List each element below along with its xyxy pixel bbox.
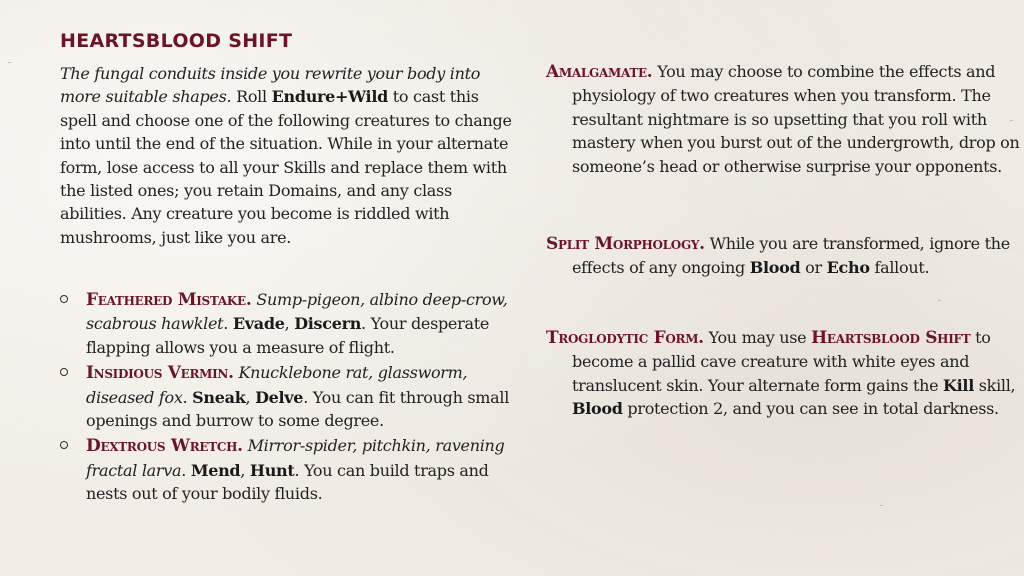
fallout-type: Blood xyxy=(749,258,801,278)
paper-speck xyxy=(8,62,11,63)
creature-list xyxy=(60,288,520,508)
creature-skill: Discern xyxy=(294,314,362,334)
creature-skill: Sneak xyxy=(192,387,246,407)
list-item: Dextrous Wretch. Mirror-spider, pitchkin, ravening fractal larva. Mend, Hunt. You can build traps and nests out of your bodily fluids. xyxy=(60,434,520,505)
spell-intro xyxy=(60,62,520,249)
option-text: fallout. xyxy=(869,258,930,278)
option-name: Amalgamate. xyxy=(546,62,653,82)
option-text: skill, xyxy=(973,375,1016,395)
creature-name: Insidious Vermin. xyxy=(86,363,234,384)
protection-type: Blood xyxy=(572,399,623,419)
creature-skill: Evade xyxy=(232,314,285,334)
option-text: While you are transformed, ignore the effects of any ongoing xyxy=(572,234,1010,278)
option-amalgamate xyxy=(546,60,1024,178)
creature-skill: Delve xyxy=(255,387,304,407)
creature-skill: Hunt xyxy=(249,460,295,480)
option-text: or xyxy=(800,258,827,278)
option-text: You may use xyxy=(708,328,812,347)
option-troglodytic-form xyxy=(546,326,1024,421)
list-item: Insidious Vermin. Knucklebone rat, glassworm, diseased fox. Sneak, Delve. You can fit through small openings and burrow to some degree. xyxy=(60,361,520,432)
option-name: Split Morphology. xyxy=(546,234,705,254)
creature-skill: Mend xyxy=(190,460,241,480)
option-text: protection 2, and you can see in total darkness. xyxy=(622,399,999,419)
intro-text: to cast this spell and choose one of the following creatures to change into until the end of the situation. While in your alternate form, lose access to all your Skills and replace them with the listed ones; you retain Domains, and any class abilities. Any creature you become is riddled with mushrooms, just like you are. xyxy=(60,87,512,247)
roll-stat: Endure+Wild xyxy=(271,87,388,107)
option-text: to become a pallid cave creature with white eyes and translucent skin. Your alternate form gains the xyxy=(572,328,991,395)
creature-desc: You can fit through small openings and burrow to some degree. xyxy=(86,387,510,431)
creature-examples: Mirror-spider, pitchkin, ravening fractal larva xyxy=(86,436,505,480)
bullet-circle-icon xyxy=(60,368,68,376)
skill-name: Kill xyxy=(943,375,974,395)
creature-desc: You can build traps and nests out of your bodily fluids. xyxy=(86,460,489,504)
bullet-circle-icon xyxy=(60,295,68,303)
creature-name: Dextrous Wretch. xyxy=(86,436,243,457)
fallout-type: Echo xyxy=(826,258,870,278)
intro-flavor: The fungal conduits inside you rewrite your body into more suitable shapes. xyxy=(60,64,481,107)
spell-reference: Heartsblood Shift xyxy=(811,328,971,348)
paper-speck xyxy=(1010,120,1013,121)
option-name: Troglodytic Form. xyxy=(546,328,704,348)
list-item: Feathered Mistake. Sump-pigeon, albino deep-crow, scabrous hawklet. Evade, Discern. Your desperate flapping allows you a measure of flight. xyxy=(60,288,520,359)
creature-examples: Knucklebone rat, glassworm, diseased fox xyxy=(86,363,468,407)
bullet-circle-icon xyxy=(60,441,68,449)
creature-name: Feathered Mistake. xyxy=(86,290,252,310)
spell-title: HEARTSBLOOD SHIFT xyxy=(60,30,293,52)
option-text: You may choose to combine the effects and physiology of two creatures when you transform. The resultant nightmare is so upsetting that you roll with mastery when you burst out of the undergrowth, drop on someone’s head or otherwise surprise your opponents. xyxy=(572,62,1020,176)
creature-examples: Sump-pigeon, albino deep-crow, scabrous hawklet xyxy=(86,290,508,334)
option-split-morphology xyxy=(546,232,1024,280)
paper-speck xyxy=(880,505,883,506)
paper-speck xyxy=(938,300,941,301)
creature-desc: Your desperate flapping allows you a measure of flight. xyxy=(86,314,489,357)
intro-text: Roll xyxy=(231,87,272,107)
